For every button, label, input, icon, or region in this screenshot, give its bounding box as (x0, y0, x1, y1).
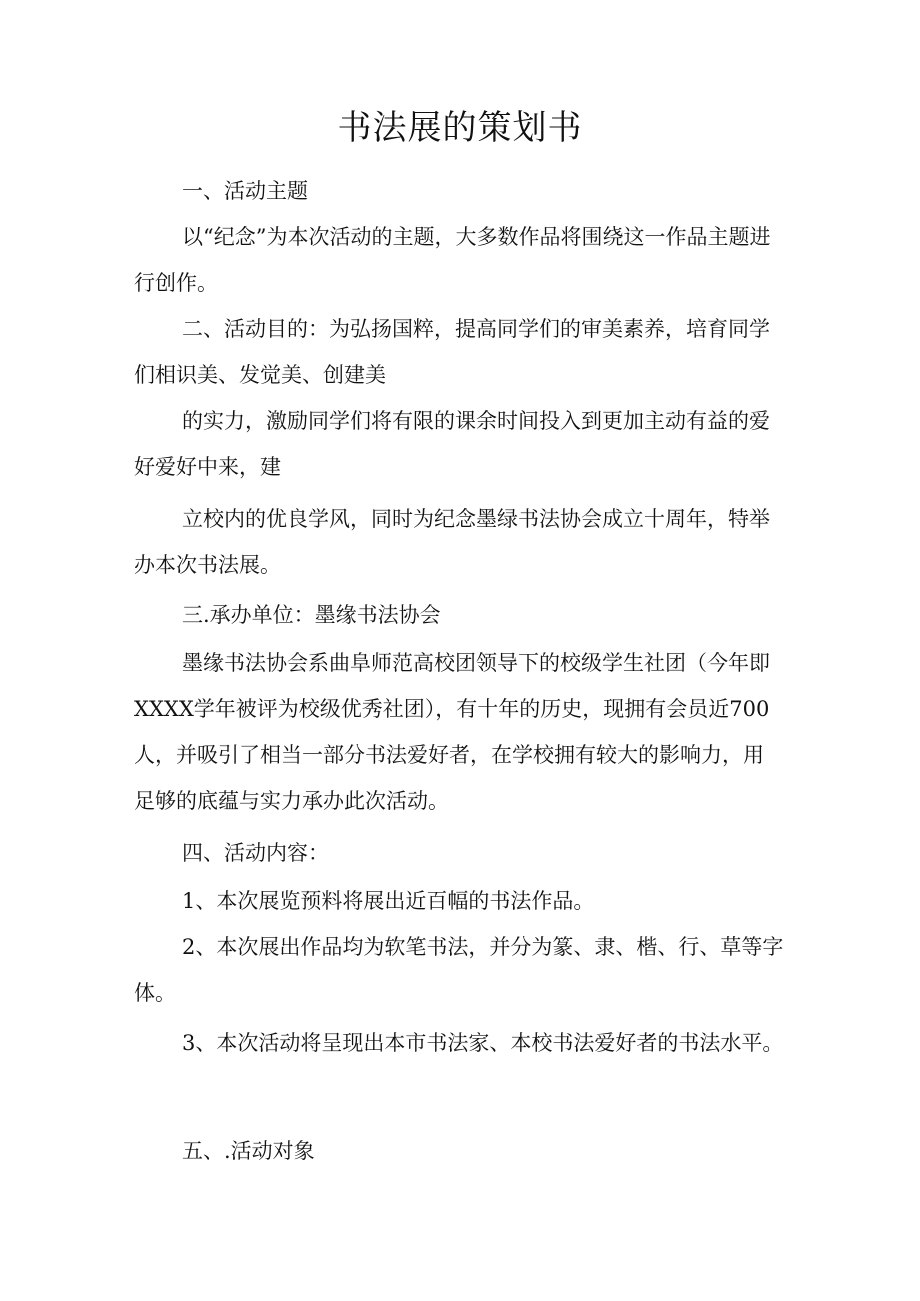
heading-activity-target: 五、.活动对象 (182, 1139, 315, 1163)
paragraph-activity-purpose-cont-1: 的实力，激励同学们将有限的课余时间投入到更加主动有益的爱好爱好中来，建 (134, 409, 770, 479)
paragraph-activity-purpose: 二、活动目的：为弘扬国粹，提高同学们的审美素养，培育同学们相识美、发觉美、创建美 (134, 317, 770, 387)
list-item-content-1: 1、本次展览预料将展出近百幅的书法作品。 (182, 889, 595, 913)
paragraph-activity-theme: 以“纪念”为本次活动的主题，大多数作品将围绕这一作品主题进行创作。 (134, 225, 771, 295)
paragraph-activity-purpose-cont-2: 立校内的优良学风，同时为纪念墨绿书法协会成立十周年，特举办本次书法展。 (134, 507, 770, 577)
list-item-content-3: 3、本次活动将呈现出本市书法家、本校书法爱好者的书法水平。 (182, 1031, 784, 1055)
paragraph-organizer: 墨缘书法协会系曲阜师范高校团领导下的校级学生社团（今年即XXXX学年被评为校级优秀社团），有十年的历史，现拥有会员近700人，并吸引了相当一部分书法爱好者，在学校拥有较大的影响力，用足够的底蕴与实力承办此次活动。 (134, 651, 770, 813)
heading-organizer: 三.承办单位：墨缘书法协会 (182, 603, 441, 627)
list-item-content-2: 2、本次展出作品均为软笔书法，并分为篆、隶、楷、行、草等字体。 (134, 935, 784, 1005)
heading-activity-content: 四、活动内容： (182, 841, 329, 865)
heading-activity-theme: 一、活动主题 (182, 179, 308, 203)
document-title: 书法展的策划书 (337, 108, 583, 148)
